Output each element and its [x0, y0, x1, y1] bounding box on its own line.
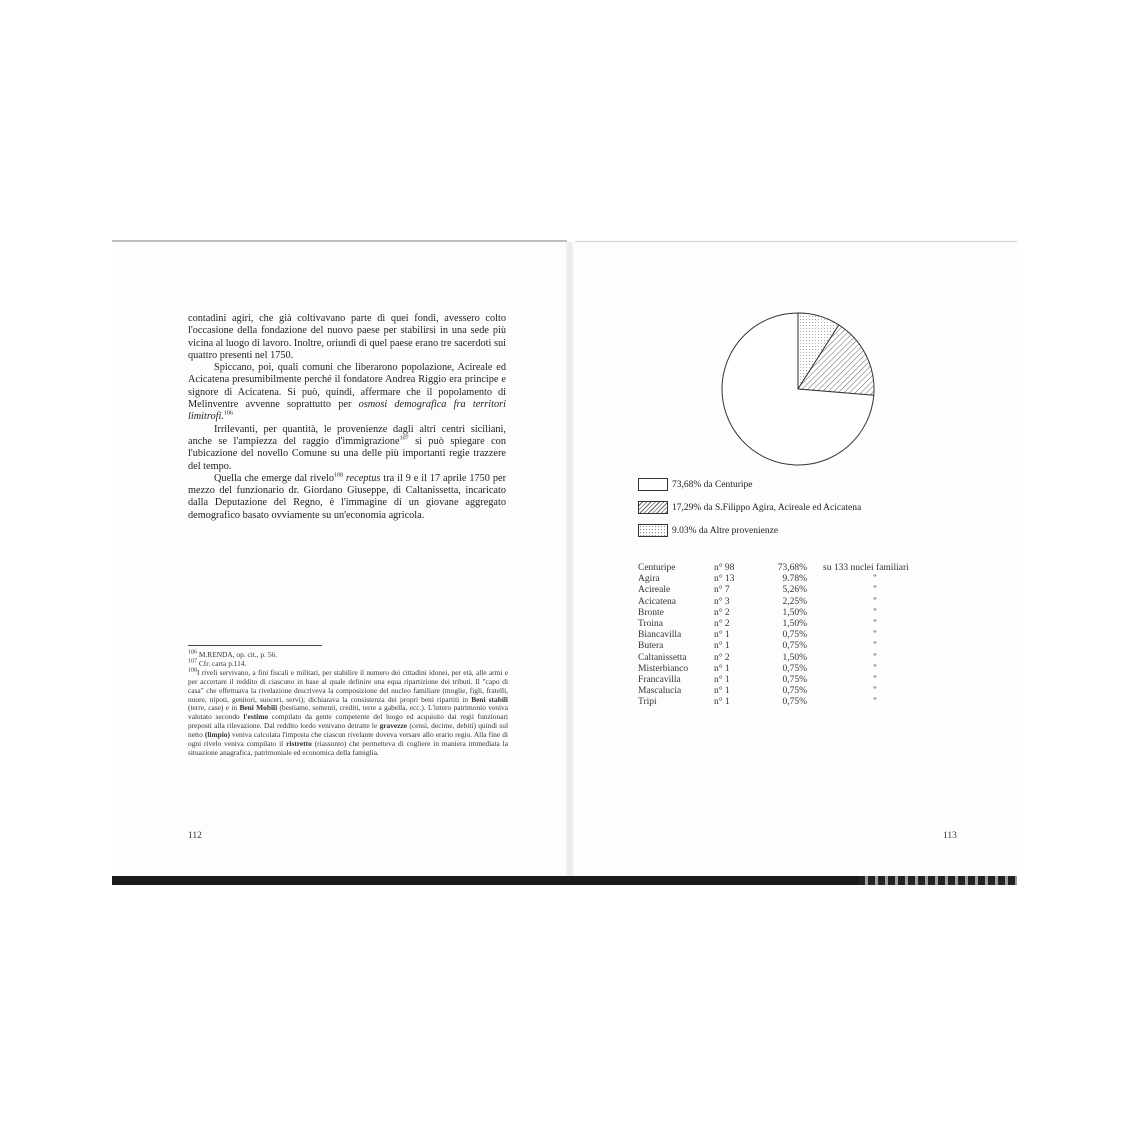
count-cell: n° 98: [714, 563, 735, 573]
place-cell: Biancavilla: [638, 630, 682, 641]
table-row: [638, 619, 983, 630]
table-row: [638, 697, 983, 708]
place-cell: Francavilla: [638, 674, 681, 685]
footnote-107: $^{107}$ Cfr. carta p.114.: [188, 658, 247, 668]
note-cell: ": [873, 641, 877, 652]
table-row: [638, 597, 983, 608]
origins-table: [638, 563, 983, 708]
percent-cell: 1,50%: [782, 652, 807, 663]
legend-swatch-plain: [638, 478, 668, 491]
percent-cell: 0,75%: [782, 686, 807, 697]
paragraph-2: Spiccano, poi, quali comuni che liberarono popolazione, Acireale ed Acicatena presumibilmente perché il fondatore Andrea Riggio era principe e signore di Acicatena. Si può, quindi, affermare che il popolamento di Melinventre avvenne soprattutto per osmosi demografica fra territori limitrofi.$^{106}$: [188, 362, 507, 423]
note-cell: ": [873, 630, 877, 641]
percent-cell: 0,75%: [782, 697, 807, 708]
legend-swatch-dots: [638, 524, 668, 537]
percent-cell: 0,75%: [782, 630, 807, 641]
legend-item-agira-acireale-acicatena: [638, 501, 861, 514]
count-cell: n° 1: [714, 630, 730, 641]
table-row: [638, 675, 983, 686]
page-number-right: 113: [943, 831, 957, 841]
count-cell: n° 13: [714, 574, 735, 585]
book-gutter: [566, 242, 574, 882]
count-cell: n° 3: [714, 596, 730, 607]
table-row: [638, 641, 983, 652]
legend-item-centuripe: [638, 478, 752, 491]
paragraph-3: Irrilevanti, per quantità, le provenienze dagli altri centri siciliani, anche se l'ampiezza del raggio d'immigrazione$^{107}$ si può spiegare con l'ubicazione del novello Comune su una delle più importanti regie trazzere del tempo.: [188, 423, 506, 472]
pie-chart: [718, 309, 878, 469]
percent-cell: 9.78%: [782, 574, 807, 585]
table-row: [638, 563, 983, 574]
place-cell: Acireale: [638, 585, 671, 596]
table-row: [638, 664, 983, 675]
percent-cell: 73,68%: [777, 563, 807, 573]
page-edge-top-left: [112, 240, 567, 242]
count-cell: n° 1: [714, 697, 730, 708]
count-cell: n° 1: [714, 663, 730, 674]
count-cell: n° 2: [714, 618, 730, 629]
legend-swatch-hatch: [638, 501, 668, 514]
paragraph-1: contadini agiri, che già coltivavano parte di quei fondi, avessero colto l'occasione della fondazione del nuovo paese per stabilirsi in una sede più vicina al luogo di lavoro. Inoltre, oriundi di quel paese erano tre sacerdoti sui quattro presenti nel 1750.: [188, 313, 506, 361]
percent-cell: 2,25%: [782, 596, 807, 607]
place-cell: Caltanissetta: [638, 652, 687, 663]
footnotes: [188, 651, 508, 758]
legend-label: 73,68% da Centuripe: [672, 479, 753, 490]
count-cell: n° 2: [714, 607, 730, 618]
count-cell: n° 7: [714, 585, 730, 596]
table-row: [638, 653, 983, 664]
place-cell: Mascalucia: [638, 686, 682, 697]
note-cell: ": [873, 607, 877, 618]
percent-cell: 5,26%: [782, 585, 807, 596]
note-cell: ": [873, 574, 877, 585]
note-cell: su 133 nuclei familiari: [823, 563, 909, 573]
footnote-106: $^{106}$ M.RENDA, op. cit., p. 56.: [188, 649, 278, 659]
note-cell: ": [873, 663, 877, 674]
legend-label: 9.03% da Altre provenienze: [672, 525, 779, 536]
note-cell: ": [873, 596, 877, 607]
place-cell: Acicatena: [638, 596, 676, 607]
percent-cell: 0,75%: [782, 641, 807, 652]
place-cell: Centuripe: [638, 563, 676, 573]
place-cell: Bronte: [638, 607, 664, 618]
table-row: [638, 608, 983, 619]
percent-cell: 1,50%: [782, 618, 807, 629]
table-row: [638, 574, 983, 585]
page-number-left: 112: [188, 831, 202, 841]
note-cell: ": [873, 652, 877, 663]
count-cell: n° 1: [714, 686, 730, 697]
place-cell: Agira: [638, 574, 660, 585]
count-cell: n° 1: [714, 674, 730, 685]
count-cell: n° 1: [714, 641, 730, 652]
page-edge-top-right: [575, 241, 1017, 242]
place-cell: Troina: [638, 618, 663, 629]
note-cell: ": [873, 585, 877, 596]
note-cell: ": [873, 674, 877, 685]
paragraph-4: Quella che emerge dal rivelo$^{108}$ receptus tra il 9 e il 17 aprile 1750 per mezzo del funzionario dr. Giordano Giuseppe, di Caltanissetta, incaricato dalla Deputazione del Regno, è l'immagine di un giovane aggregato demografico basato ovviamente su un'economia agricola.: [188, 472, 506, 521]
percent-cell: 0,75%: [782, 674, 807, 685]
table-row: [638, 686, 983, 697]
footnote-rule: [188, 645, 322, 646]
place-cell: Misterbianco: [638, 663, 689, 674]
footnote-108: $^{108}$I riveli servivano, a fini fiscali e militari, per stabilire il numero dei cittadini idonei, per età, alle armi e per accertare il reddito di ciascuno in base al quale definire una equa ripartizione dei tributi. Il "capo di casa" che effettuava la rivelazione descriveva la composizione del nucleo familiare (moglie, figli, fratelli, nuore, nipoti, genitori, suoceri, servi); dichiarava la consistenza dei propri beni ripartiti in Beni stabili (terre, case) e in Beni Mobili (bestiame, sementi, crediti, terre a gabella, ecc.). L'intero patrimonio veniva valutato secondo l'estimo compilato da gente competente del luogo ed acquisito dai regii funzionari preposti alla rilevazione. Dal reddito lordo venivano detratte le gravezze (censi, decime, debiti) quindi sul netto (limpio) veniva calcolata l'imposta che ciascun rivelante doveva versare allo erario regio. Alla fine di ogni rivelo veniva compilato il ristretto (riassunto) che permetteva di cogliere in maniera immediata la situazione anagrafica, patrimoniale ed economica della famiglia.: [188, 667, 508, 757]
note-cell: ": [873, 697, 877, 708]
percent-cell: 1,50%: [782, 607, 807, 618]
count-cell: n° 2: [714, 652, 730, 663]
note-cell: ": [873, 686, 877, 697]
place-cell: Tripi: [638, 697, 657, 708]
percent-cell: 0,75%: [782, 663, 807, 674]
legend-item-altre: [638, 524, 778, 537]
scan-bottom-edge-right: [858, 876, 1017, 885]
table-row: [638, 585, 983, 596]
place-cell: Butera: [638, 641, 664, 652]
left-page-body: [188, 313, 506, 522]
table-row: [638, 630, 983, 641]
note-cell: ": [873, 618, 877, 629]
legend-label: 17,29% da S.Filippo Agira, Acireale ed Acicatena: [672, 502, 862, 513]
